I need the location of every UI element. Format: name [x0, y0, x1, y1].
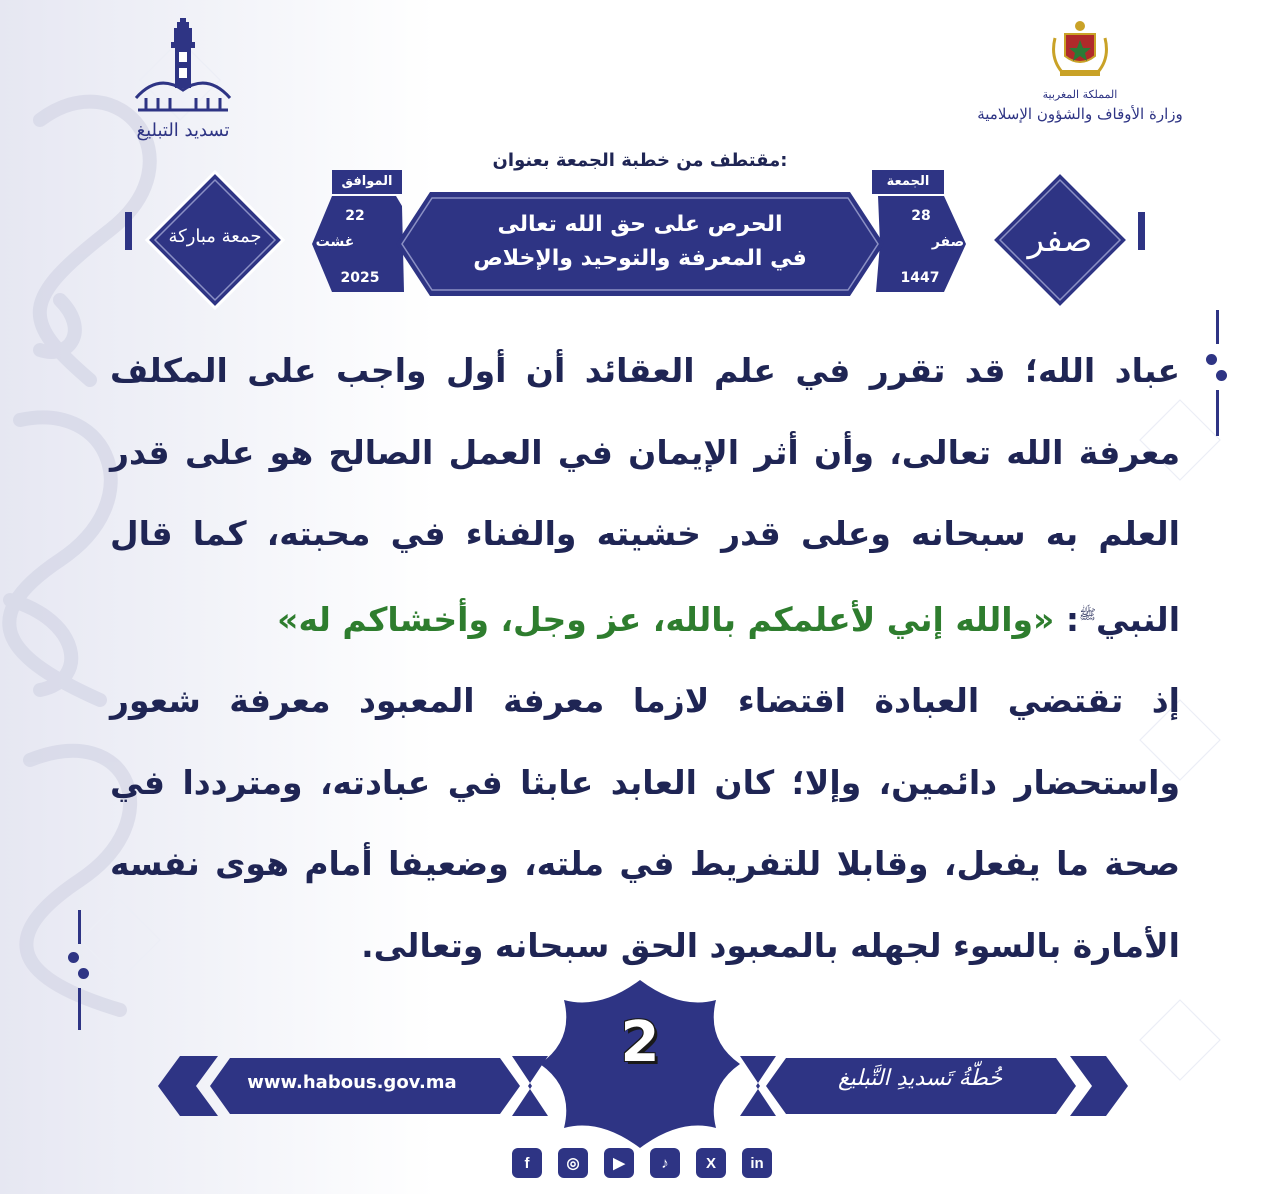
page-number: 2	[620, 1010, 660, 1075]
tiktok-icon[interactable]: ♪	[650, 1148, 680, 1178]
sermon-title-line2: في المعرفة والتوحيد والإخلاص	[473, 246, 807, 271]
x-icon[interactable]: X	[696, 1148, 726, 1178]
paragraph-2: إذ تقتضي العبادة اقتضاء لازما معرفة المعبود معرفة شعور واستحضار دائمين، وإلا؛ كان العابد عابثا في عبادته، ومترددا في صحة ما يفعل، وقابلا للتفريط في ملته، وضعيفا أمام هوى نفسه الأمارة بالسوء لجهله بالمعبود الحق سبحانه وتعالى.	[110, 681, 1180, 965]
linkedin-icon[interactable]: in	[742, 1148, 772, 1178]
salawat-glyph: ﷺ	[1079, 606, 1096, 623]
month-calligraphy: صفر	[1027, 220, 1093, 260]
hijri-year: 1447	[900, 270, 940, 286]
hadith-quote: «والله إني لأعلمكم بالله، عز وجل، وأخشاكم له»	[277, 599, 1055, 639]
hijri-month: صفر	[931, 234, 965, 250]
sermon-plan-label: خُطّةُ تَسديدِ التَّبليغ	[837, 1066, 1003, 1091]
sermon-title-line1: الحرص على حق الله تعالى	[497, 212, 783, 237]
corresponding-tag: الموافق	[341, 174, 393, 189]
facebook-icon[interactable]: f	[512, 1148, 542, 1178]
kingdom-text: المملكة المغربية	[1042, 88, 1118, 101]
hijri-day: 28	[911, 208, 931, 224]
greg-year: 2025	[340, 270, 380, 286]
instagram-icon[interactable]: ◎	[558, 1148, 588, 1178]
jumua-mubaraka-calligraphy: جمعة مباركة	[168, 226, 262, 247]
paragraph-1-text: عباد الله؛ قد تقرر في علم العقائد أن أول واجب على المكلف معرفة الله تعالى، وأن أثر الإيمان في العمل الصالح هو على قدر العلم به سبحانه وعلى قدر خشيته والفناء في محبته، كما قال النبي	[110, 351, 1180, 639]
youtube-icon[interactable]: ▶	[604, 1148, 634, 1178]
social-links	[512, 1148, 772, 1178]
website-link[interactable]: www.habous.gov.ma	[247, 1072, 457, 1093]
ministry-name: وزارة الأوقاف والشؤون الإسلامية	[977, 105, 1183, 123]
greg-month: غشت	[315, 234, 355, 250]
colon: :	[1054, 599, 1080, 639]
friday-tag: الجمعة	[886, 174, 930, 189]
left-logo-text: تسديد التبليغ	[136, 120, 230, 141]
excerpt-label: مقتطف من خطبة الجمعة بعنوان:	[492, 150, 788, 171]
greg-day: 22	[345, 208, 365, 224]
